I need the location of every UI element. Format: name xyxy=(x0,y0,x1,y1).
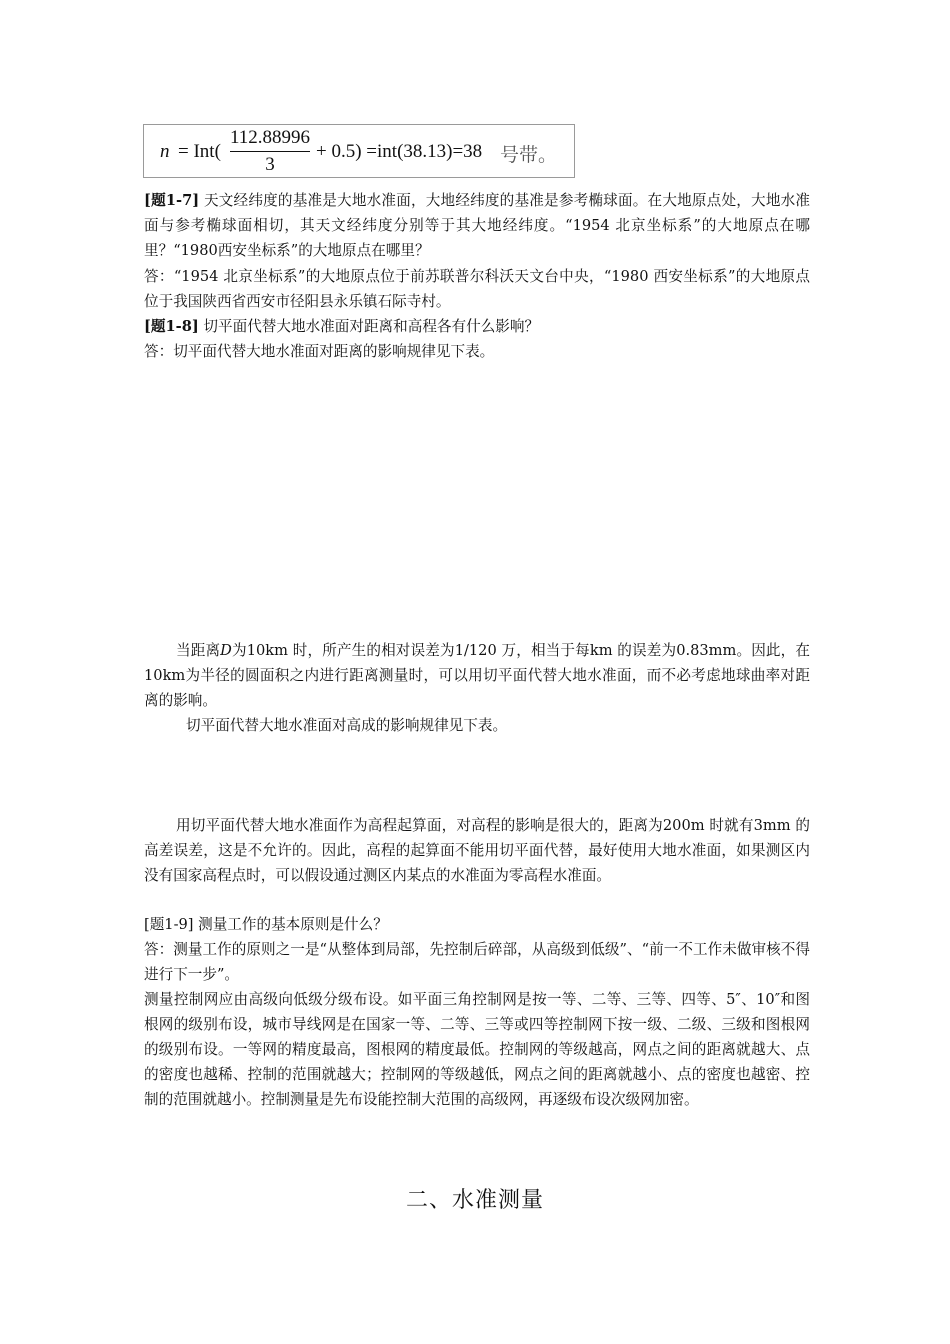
formula-fraction xyxy=(230,127,310,176)
control-network-paragraph: 测量控制网应由高级向低级分级布设。如平面三角控制网是按一等、二等、三等、四等、5″、10″和图根网的级别布设，城市导线网是在国家一等、二等、三等或四等控制网下按一级、二级、三级和图根网的级别布设。一等网的精度最高，图根网的精度最低。控制网的等级越高，网点之间的距离就越大、点的密度也越稀、控制的范围就越大；控制网的等级越低，网点之间的距离就越小、点的密度也越密、控制的范围就越小。控制测量是先布设能控制大范围的高级网，再逐级布设次级网加密。 xyxy=(144,991,810,1108)
answer-1-7: 答：“1954 北京坐标系”的大地原点位于前苏联普尔科沃天文台中央，“1980 西安坐标系”的大地原点位于我国陕西省西安市径阳县永乐镇石际寺村。 xyxy=(144,268,810,310)
para-text: 为10km 时，所产生的相对误差为1/120 万，相当于每km 的误差为0.83mm。因此，在10km为半径的圆面积之内进行距离测量时，可以用切平面代替大地水准面，而不必考虑地球曲率对距离的影响。 xyxy=(144,642,810,709)
formula-rest: + 0.5) =int(38.13)=38 xyxy=(316,141,483,162)
answer-1-8: 答：切平面代替大地水准面对距离的影响规律见下表。 xyxy=(144,343,495,360)
formula-suffix: 号带。 xyxy=(500,144,558,166)
distance-paragraph xyxy=(144,638,810,713)
formula-eq-int: = Int( xyxy=(178,141,221,162)
height-paragraph: 用切平面代替大地水准面作为高程起算面，对高程的影响是很大的，距离为200m 时就有3mm 的高差误差，这是不允许的。因此，高程的起算面不能用切平面代替，最好使用大地水准面，如果测区内没有国家高程点时，可以假设通过测区内某点的水准面为零高程水准面。 xyxy=(144,817,810,884)
fraction-bar xyxy=(230,151,310,152)
question-1-9 xyxy=(144,912,810,937)
section-heading: 二、水准测量 xyxy=(405,1188,544,1213)
formula-numerator: 112.88996 xyxy=(230,127,311,148)
question-1-8 xyxy=(144,314,810,339)
question-tag: [题1-9] xyxy=(144,916,194,933)
formula-image xyxy=(143,124,575,178)
question-text: 切平面代替大地水准面对距离和高程各有什么影响？ xyxy=(198,318,540,335)
formula-n: n xyxy=(160,141,170,162)
height-intro: 切平面代替大地水准面对高成的影响规律见下表。 xyxy=(186,717,508,734)
question-text: 天文经纬度的基准是大地水准面，大地经纬度的基准是参考椭球面。在大地原点处，大地水准面与参考椭球面相切，其天文经纬度分别等于其大地经纬度。“1954 北京坐标系”的大地原点在哪里？“1980西安坐标系”的大地原点在哪里？ xyxy=(144,192,810,259)
para-text: 当距离 xyxy=(176,642,221,659)
question-tag: [题1-8] xyxy=(144,318,199,335)
formula-denominator: 3 xyxy=(265,154,275,175)
question-tag: [题1-7] xyxy=(144,192,200,209)
variable-d: D xyxy=(220,642,232,659)
answer-1-9: 答：测量工作的原则之一是“从整体到局部，先控制后碎部，从高级到低级”、“前一不工作未做审核不得进行下一步”。 xyxy=(144,941,810,983)
question-text: 测量工作的基本原则是什么？ xyxy=(193,916,388,933)
question-1-7 xyxy=(144,188,810,263)
